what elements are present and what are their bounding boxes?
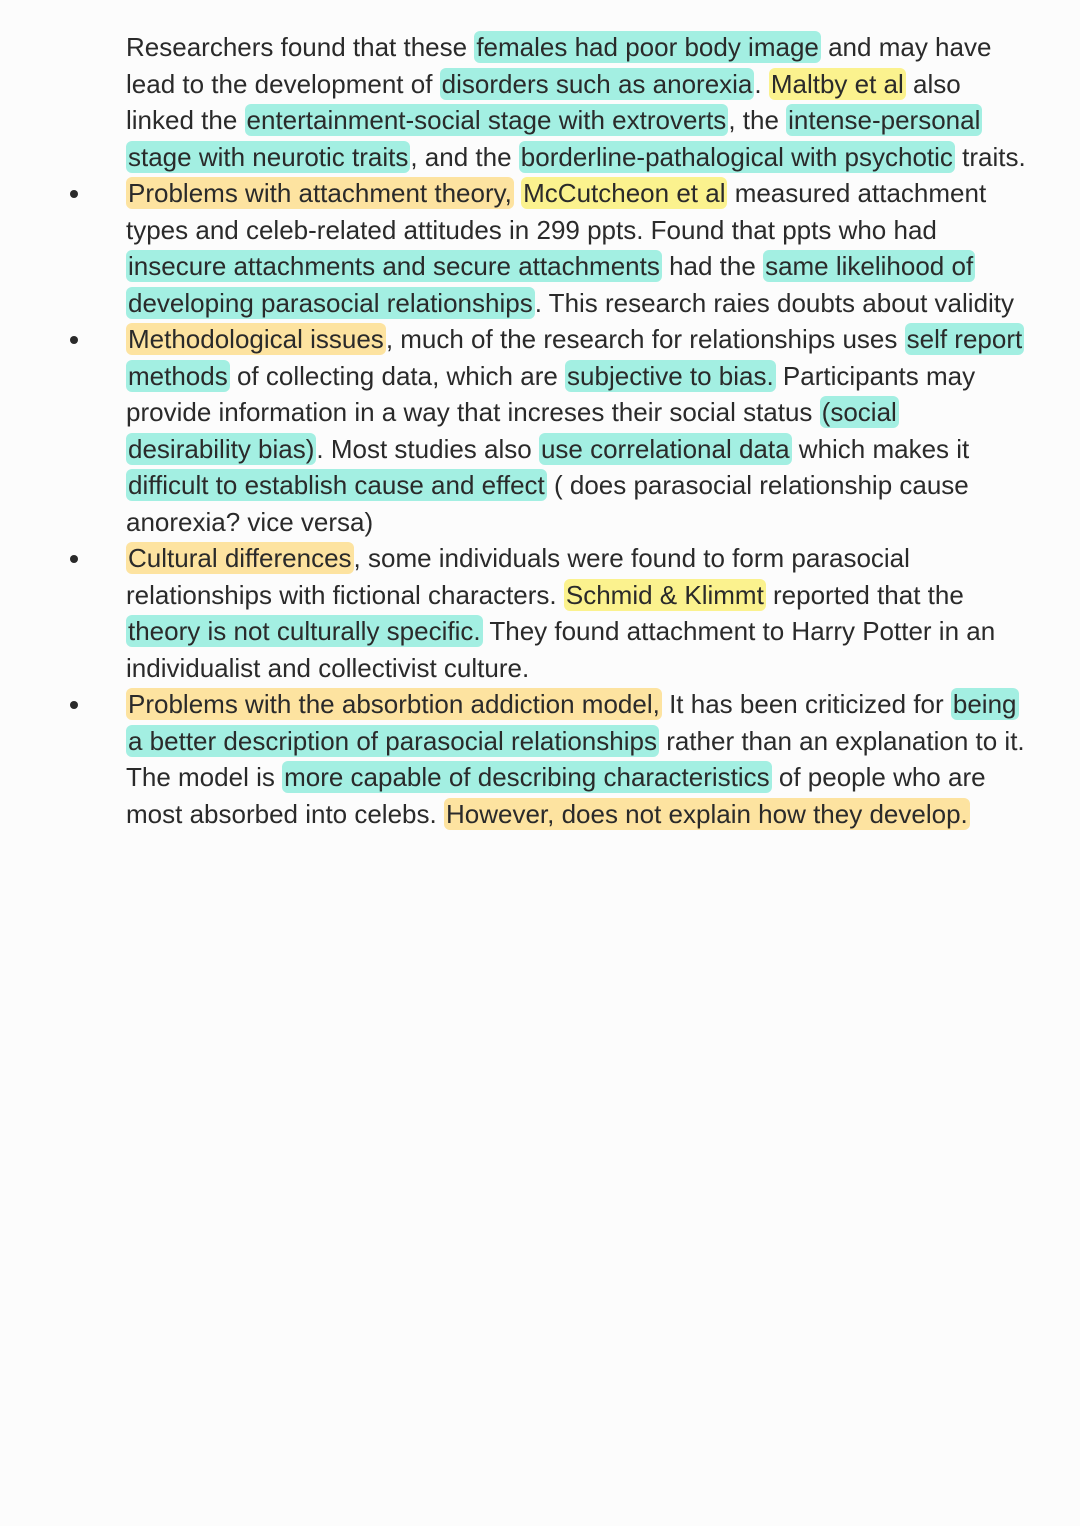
teal-highlight: use correlational data bbox=[540, 433, 790, 464]
teal-highlight: intense-personal stage with neurotic traits bbox=[128, 105, 981, 172]
text-run: , the bbox=[728, 105, 787, 135]
text-run: also linked the bbox=[126, 68, 961, 135]
text-run: rather than an explanation to it. The model is bbox=[126, 725, 1025, 792]
yellow-highlight: McCutcheon et al bbox=[523, 178, 726, 208]
text-run: of people who are most absorbed into celebs. bbox=[126, 762, 986, 829]
orange-highlight: Problems with the absorbtion addiction model, bbox=[128, 689, 660, 719]
text-run: , some individuals were found to form parasocial relationships with fictional characters. bbox=[126, 543, 910, 610]
teal-highlight: difficult to establish cause and effect bbox=[128, 470, 545, 500]
text-run: . Most studies also bbox=[316, 433, 539, 464]
teal-highlight: same likelihood of developing parasocial relationships bbox=[128, 251, 974, 318]
teal-highlight: self report methods bbox=[128, 324, 1023, 391]
text-run: They found attachment to Harry Potter in an individualist and collectivist culture. bbox=[126, 616, 996, 683]
bullet-methodological-issues bbox=[126, 321, 1026, 540]
orange-highlight: Problems with attachment theory, bbox=[128, 178, 512, 208]
text-run: measured attachment types and celeb-related attitudes in 299 ppts. Found that ppts who had bbox=[126, 178, 987, 245]
orange-highlight: However, does not explain how they develop. bbox=[445, 798, 968, 829]
text-run: which makes it bbox=[791, 433, 970, 464]
teal-highlight: insecure attachments and secure attachments bbox=[128, 251, 660, 281]
orange-highlight: Methodological issues bbox=[128, 324, 384, 354]
yellow-highlight: Schmid & Klimmt bbox=[565, 579, 764, 610]
teal-highlight: borderline-pathalogical with psychotic bbox=[520, 141, 953, 172]
bullet-icon bbox=[70, 701, 78, 709]
text-run: Researchers found that these bbox=[126, 32, 475, 62]
text-run: and may have lead to the development of bbox=[126, 32, 992, 99]
teal-highlight: theory is not culturally specific. bbox=[128, 616, 481, 646]
text-run: , much of the research for relationships uses bbox=[385, 324, 905, 354]
teal-highlight: more capable of describing characteristics bbox=[284, 762, 770, 792]
text-run: It has been criticized for bbox=[661, 689, 951, 719]
bullet-icon bbox=[70, 555, 78, 563]
text-run: ( does parasocial relationship cause anorexia? vice versa) bbox=[126, 470, 969, 537]
teal-highlight: entertainment-social stage with extroverts bbox=[246, 105, 727, 135]
text-run: . bbox=[754, 68, 769, 99]
teal-highlight: females had poor body image bbox=[476, 32, 819, 62]
teal-highlight: disorders such as anorexia bbox=[441, 68, 753, 99]
yellow-highlight: Maltby et al bbox=[770, 68, 904, 99]
bullet-icon bbox=[70, 190, 78, 198]
text-run: , and the bbox=[410, 141, 519, 172]
teal-highlight: (social desirability bias) bbox=[128, 397, 897, 464]
text-run: Participants may provide information in a way that increses their social status bbox=[126, 360, 976, 427]
bullet-absorption-addiction bbox=[126, 686, 1026, 832]
text-run: reported that the bbox=[765, 579, 964, 610]
paragraph-intro bbox=[126, 29, 1026, 175]
teal-highlight: subjective to bias. bbox=[567, 360, 774, 391]
notes-body bbox=[126, 29, 1026, 832]
text-run: traits. bbox=[954, 141, 1026, 172]
text-run: . This research raies doubts about validity bbox=[534, 287, 1015, 318]
bullet-icon bbox=[70, 336, 78, 344]
bullet-attachment-theory bbox=[126, 175, 1026, 321]
orange-highlight: Cultural differences bbox=[128, 543, 352, 573]
text-run: of collecting data, which are bbox=[229, 360, 566, 391]
teal-highlight: being a better description of parasocial relationships bbox=[128, 689, 1017, 756]
bullet-cultural-differences bbox=[126, 540, 1026, 686]
text-run: had the bbox=[661, 251, 764, 281]
